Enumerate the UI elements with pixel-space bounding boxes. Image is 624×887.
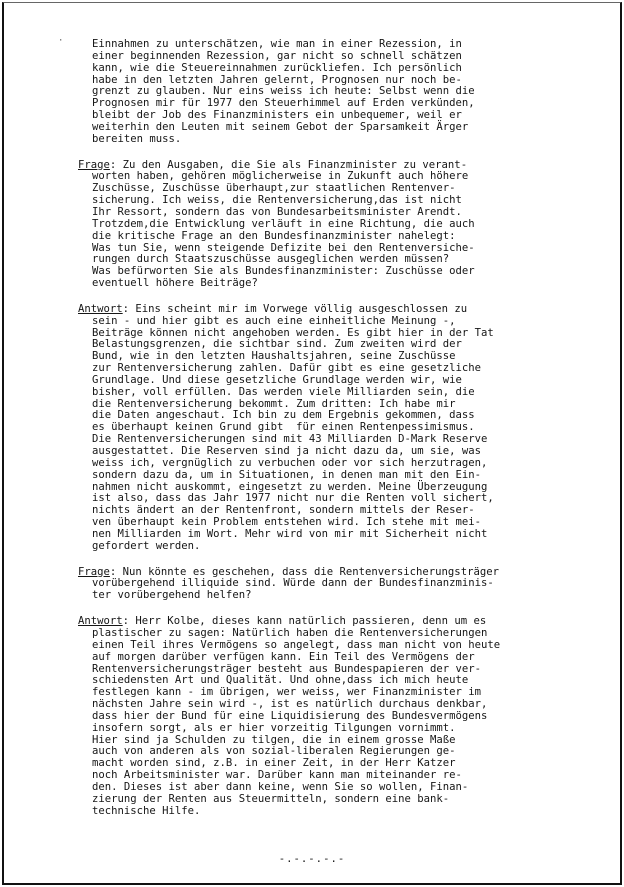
text-line: Herr Kolbe, dieses kann natürlich passieren, denn um es [135, 615, 487, 628]
text-line: nahmen nicht auskommt, eingesetzt zu werden. Meine Überzeugung [92, 480, 488, 493]
text-line: weiss ich, vergnüglich zu verbuchen oder vor sich herzutragen, [92, 456, 488, 469]
text-line: eventuell höhere Beiträge? [92, 277, 258, 290]
text-line: Belastungsgrenzen, die sichtbar sind. Zum zweiten wird der [92, 338, 462, 351]
text-line: nen Milliarden im Wort. Mehr wird von mir mit Sicherheit nicht [92, 527, 488, 540]
text-line: sicherung. Ich weiss, die Rentenversicherung,das ist nicht [92, 194, 462, 207]
text-line: noch Arbeitsminister war. Darüber kann man miteinander re- [92, 769, 462, 782]
answer-paragraph: Antwort: Herr Kolbe, dieses kann natürlich passieren, denn um es plastischer zu sagen: Natürlich haben die Rentenversicherungen einen Teil ihres Vermögens so angelegt, dass man nicht von heute auf morgen darüber verfügen kann. Ein Teil des Vermögens der Rentenversicherungsträger besteht aus Bundespapieren der ver- schiedensten Art und Qualität. Und ohne,dass ich mich heute festlegen kann - im übrigen, wer weiss, wer Finanzminister im nächsten Jahre sein wird -, ist es natürlich durchaus denkbar, dass hier der Bund für eine Liquidisierung des Bundesvermögens insofern sorgt, als er hier vorzeitig Tilgungen vornimmt. Hier sind ja Schulden zu tilgen, die in einem grosse Maße auch von anderen als von sozial-liberalen Regierungen ge- macht worden sind, z.B. in einer Zeit, in der Herr Katzer noch Arbeitsminister war. Darüber kann man miteinander re- den. Dieses ist aber dann keine, wenn Sie so wollen, Finan- zierung der Renten aus Steuermitteln, sondern eine bank- technische Hilfe. [78, 616, 568, 817]
paragraph-continuation [78, 39, 568, 146]
speaker-label: Frage [78, 565, 110, 578]
text-line: bleibt der Job des Finanzministers ein unbequemer, weil er [92, 109, 462, 122]
text-line: ausgestattet. Die Reserven sind ja nicht dazu da, um sie, was [92, 445, 482, 457]
scan-speck: · [58, 36, 64, 46]
text-line: Beiträge können nicht angehoben werden. Es gibt hier in der Tat [92, 326, 494, 339]
question-paragraph: Frage: Nun könnte es geschehen, dass die Rentenversicherungsträger vorübergehend illiquide sind. Würde dann der Bundesfinanzminis- ter vorübergehend helfen? [78, 567, 568, 603]
text-line: macht worden sind, z.B. in einer Zeit, in der Herr Katzer [92, 757, 456, 770]
text-line: die Rentenversicherung bekommt. Zum dritten: Ich habe mir [92, 397, 456, 410]
text-line: Ihr Ressort, sondern das von Bundesarbeitsminister Arendt. [92, 205, 462, 218]
text-line: sondern dazu da, um in Situationen, in denen man mit den Ein- [92, 468, 482, 481]
text-line: grenzt zu glauben. Nur eins weiss ich heute: Selbst wenn die [92, 85, 475, 98]
speaker-label: Frage [78, 158, 110, 171]
text-line: Nun könnte es geschehen, dass die Rentenversicherungsträger [122, 565, 499, 578]
text-line: Grundlage. Und diese gesetzliche Grundlage werden wir, wie [92, 373, 462, 386]
text-line: Zuschüsse, Zuschüsse überhaupt,zur staatlichen Rentenver- [92, 182, 456, 195]
text-line: Die Rentenversicherungen sind mit 43 Milliarden D-Mark Reserve [92, 433, 488, 446]
text-line: festlegen kann - im übrigen, wer weiss, wer Finanzminister im [92, 686, 482, 699]
text-line: Einnahmen zu unterschätzen, wie man in einer Rezession, in [92, 38, 462, 50]
text-line: bisher, voll erfüllen. Das werden viele Milliarden sein, die [92, 385, 475, 398]
text-line: die Daten angeschaut. Ich bin zu dem Ergebnis gekommen, dass [92, 409, 475, 422]
text-line: nichts ändert an der Rentenfront, sondern mittels der Reser- [92, 504, 475, 517]
text-line: ter vorübergehend helfen? [92, 589, 252, 602]
text-line: dass hier der Bund für eine Liquidisierung des Bundesvermögens [92, 709, 488, 722]
text-line: Prognosen mir für 1977 den Steuerhimmel auf Erden verkünden, [92, 97, 475, 110]
text-line: zur Rentenversicherung zahlen. Dafür gibt es eine gesetzliche [92, 362, 482, 375]
text-line: Eins scheint mir im Vorwege völlig ausgeschlossen zu [135, 302, 468, 315]
text-line: auf morgen darüber verfügen kann. Ein Teil des Vermögens der [92, 650, 475, 663]
text-line: Was befürworten Sie als Bundesfinanzminister: Zuschüsse oder [92, 265, 475, 278]
text-line: Trotzdem,die Entwicklung verläuft in eine Richtung, die auch [92, 217, 475, 230]
text-line: nächsten Jahre sein wird -, ist es natürlich durchaus denkbar, [92, 698, 488, 711]
speaker-label: Antwort [78, 302, 123, 315]
question-paragraph: Frage: Zu den Ausgaben, die Sie als Finanzminister zu verant- worten haben, gehören möglicherweise in Zukunft auch höhere Zuschüsse, Zuschüsse überhaupt,zur staatlichen Rentenver- sicherung. Ich weiss, die Rentenversicherung,das ist nicht Ihr Ressort, sondern das von Bundesarbeitsminister Arendt. Trotzdem,die Entwicklung verläuft in eine Richtung, die auch die kritische Frage an den Bundesfinanzminister nahelegt: Was tun Sie, wenn steigende Defizite bei den Rentenversiche- rungen durch Staatszuschüsse ausgeglichen werden müssen? Was befürworten Sie als Bundesfinanzminister: Zuschüsse oder eventuell höhere Beiträge? [78, 160, 568, 290]
text-line: einen Teil ihres Vermögens so angelegt, dass man nicht von heute [92, 638, 501, 651]
text-line: Bund, wie in den letzten Haushaltsjahren, seine Zuschüsse [92, 350, 456, 363]
text-line: weiterhin den Leuten mit seinem Gebot der Sparsamkeit Ärger [92, 120, 469, 133]
text-line: rungen durch Staatszuschüsse ausgeglichen werden müssen? [92, 253, 450, 266]
text-line: schiedensten Art und Qualität. Und ohne,dass ich mich heute [92, 674, 469, 687]
transcript-body [78, 39, 568, 831]
text-line: die kritische Frage an den Bundesfinanzminister nahelegt: [92, 229, 456, 242]
text-line: ist also, dass das Jahr 1977 nicht nur die Renten voll sichert, [92, 492, 494, 505]
text-line: Zu den Ausgaben, die Sie als Finanzminister zu verant- [122, 158, 468, 171]
text-line: technische Hilfe. [92, 804, 201, 817]
text-line: sein - und hier gibt es auch eine einheitliche Meinung -, [92, 314, 456, 327]
text-line: Was tun Sie, wenn steigende Defizite bei den Rentenversiche- [92, 241, 475, 254]
speaker-label: Antwort [78, 615, 123, 628]
text-line: gefordert werden. [92, 539, 201, 552]
text-line: es überhaupt keinen Grund gibt für einen Rentenpessimismus. [92, 421, 475, 434]
text-line: bereiten muss. [92, 132, 182, 145]
text-line: kann, wie die Steuereinnahmen zurückliefen. Ich persönlich [92, 61, 462, 74]
text-line: zierung der Renten aus Steuermitteln, sondern eine bank- [92, 792, 450, 805]
text-line: Hier sind ja Schulden zu tilgen, die in einem grosse Maße [92, 733, 456, 746]
text-line: den. Dieses ist aber dann keine, wenn Sie so wollen, Finan- [92, 780, 469, 793]
text-line: plastischer zu sagen: Natürlich haben die Rentenversicherungen [92, 626, 488, 639]
text-line: einer beginnenden Rezession, gar nicht so schnell schätzen [92, 49, 462, 62]
text-line: worten haben, gehören möglicherweise in Zukunft auch höhere [92, 170, 469, 183]
text-line: Rentenversicherungsträger besteht aus Bundespapieren der ver- [92, 662, 482, 675]
text-line: insofern sorgt, als er hier vorzeitig Tilgungen vornimmt. [92, 721, 456, 734]
text-line: vorübergehend illiquide sind. Würde dann der Bundesfinanzminis- [92, 577, 494, 590]
text-line: ven überhaupt kein Problem entstehen wird. Ich stehe mit mei- [92, 516, 482, 529]
answer-paragraph: Antwort: Eins scheint mir im Vorwege völlig ausgeschlossen zu sein - und hier gibt es auch eine einheitliche Meinung -, Beiträge können nicht angehoben werden. Es gibt hier in der Tat Belastungsgrenzen, die sichtbar sind. Zum zweiten wird der Bund, wie in den letzten Haushaltsjahren, seine Zuschüsse zur Rentenversicherung zahlen. Dafür gibt es eine gesetzliche Grundlage. Und diese gesetzliche Grundlage werden wir, wie bisher, voll erfüllen. Das werden viele Milliarden sein, die die Rentenversicherung bekommt. Zum dritten: Ich habe mir die Daten angeschaut. Ich bin zu dem Ergebnis gekommen, dass es überhaupt keinen Grund gibt für einen Rentenpessimismus. Die Rentenversicherungen sind mit 43 Milliarden D-Mark Reserve ausgestattet. Die Reserven sind ja nicht dazu da, um sie, was weiss ich, vergnüglich zu verbuchen oder vor sich herzutragen, sondern dazu da, um in Situationen, in denen man mit den Ein- nahmen nicht auskommt, eingesetzt zu werden. Meine Überzeugung ist also, dass das Jahr 1977 nicht nur die Renten voll sichert, nichts ändert an der Rentenfront, sondern mittels der Reser- ven überhaupt kein Problem entstehen wird. Ich stehe mit mei- nen Milliarden im Wort. Mehr wird von mir mit Sicherheit nicht gefordert werden. [78, 304, 568, 553]
text-line: auch von anderen als von sozial-liberalen Regierungen ge- [92, 745, 456, 758]
text-line: habe in den letzten Jahren gelernt, Prognosen nur noch be- [92, 73, 462, 86]
end-marker: -.-.-.-.- [278, 853, 346, 865]
